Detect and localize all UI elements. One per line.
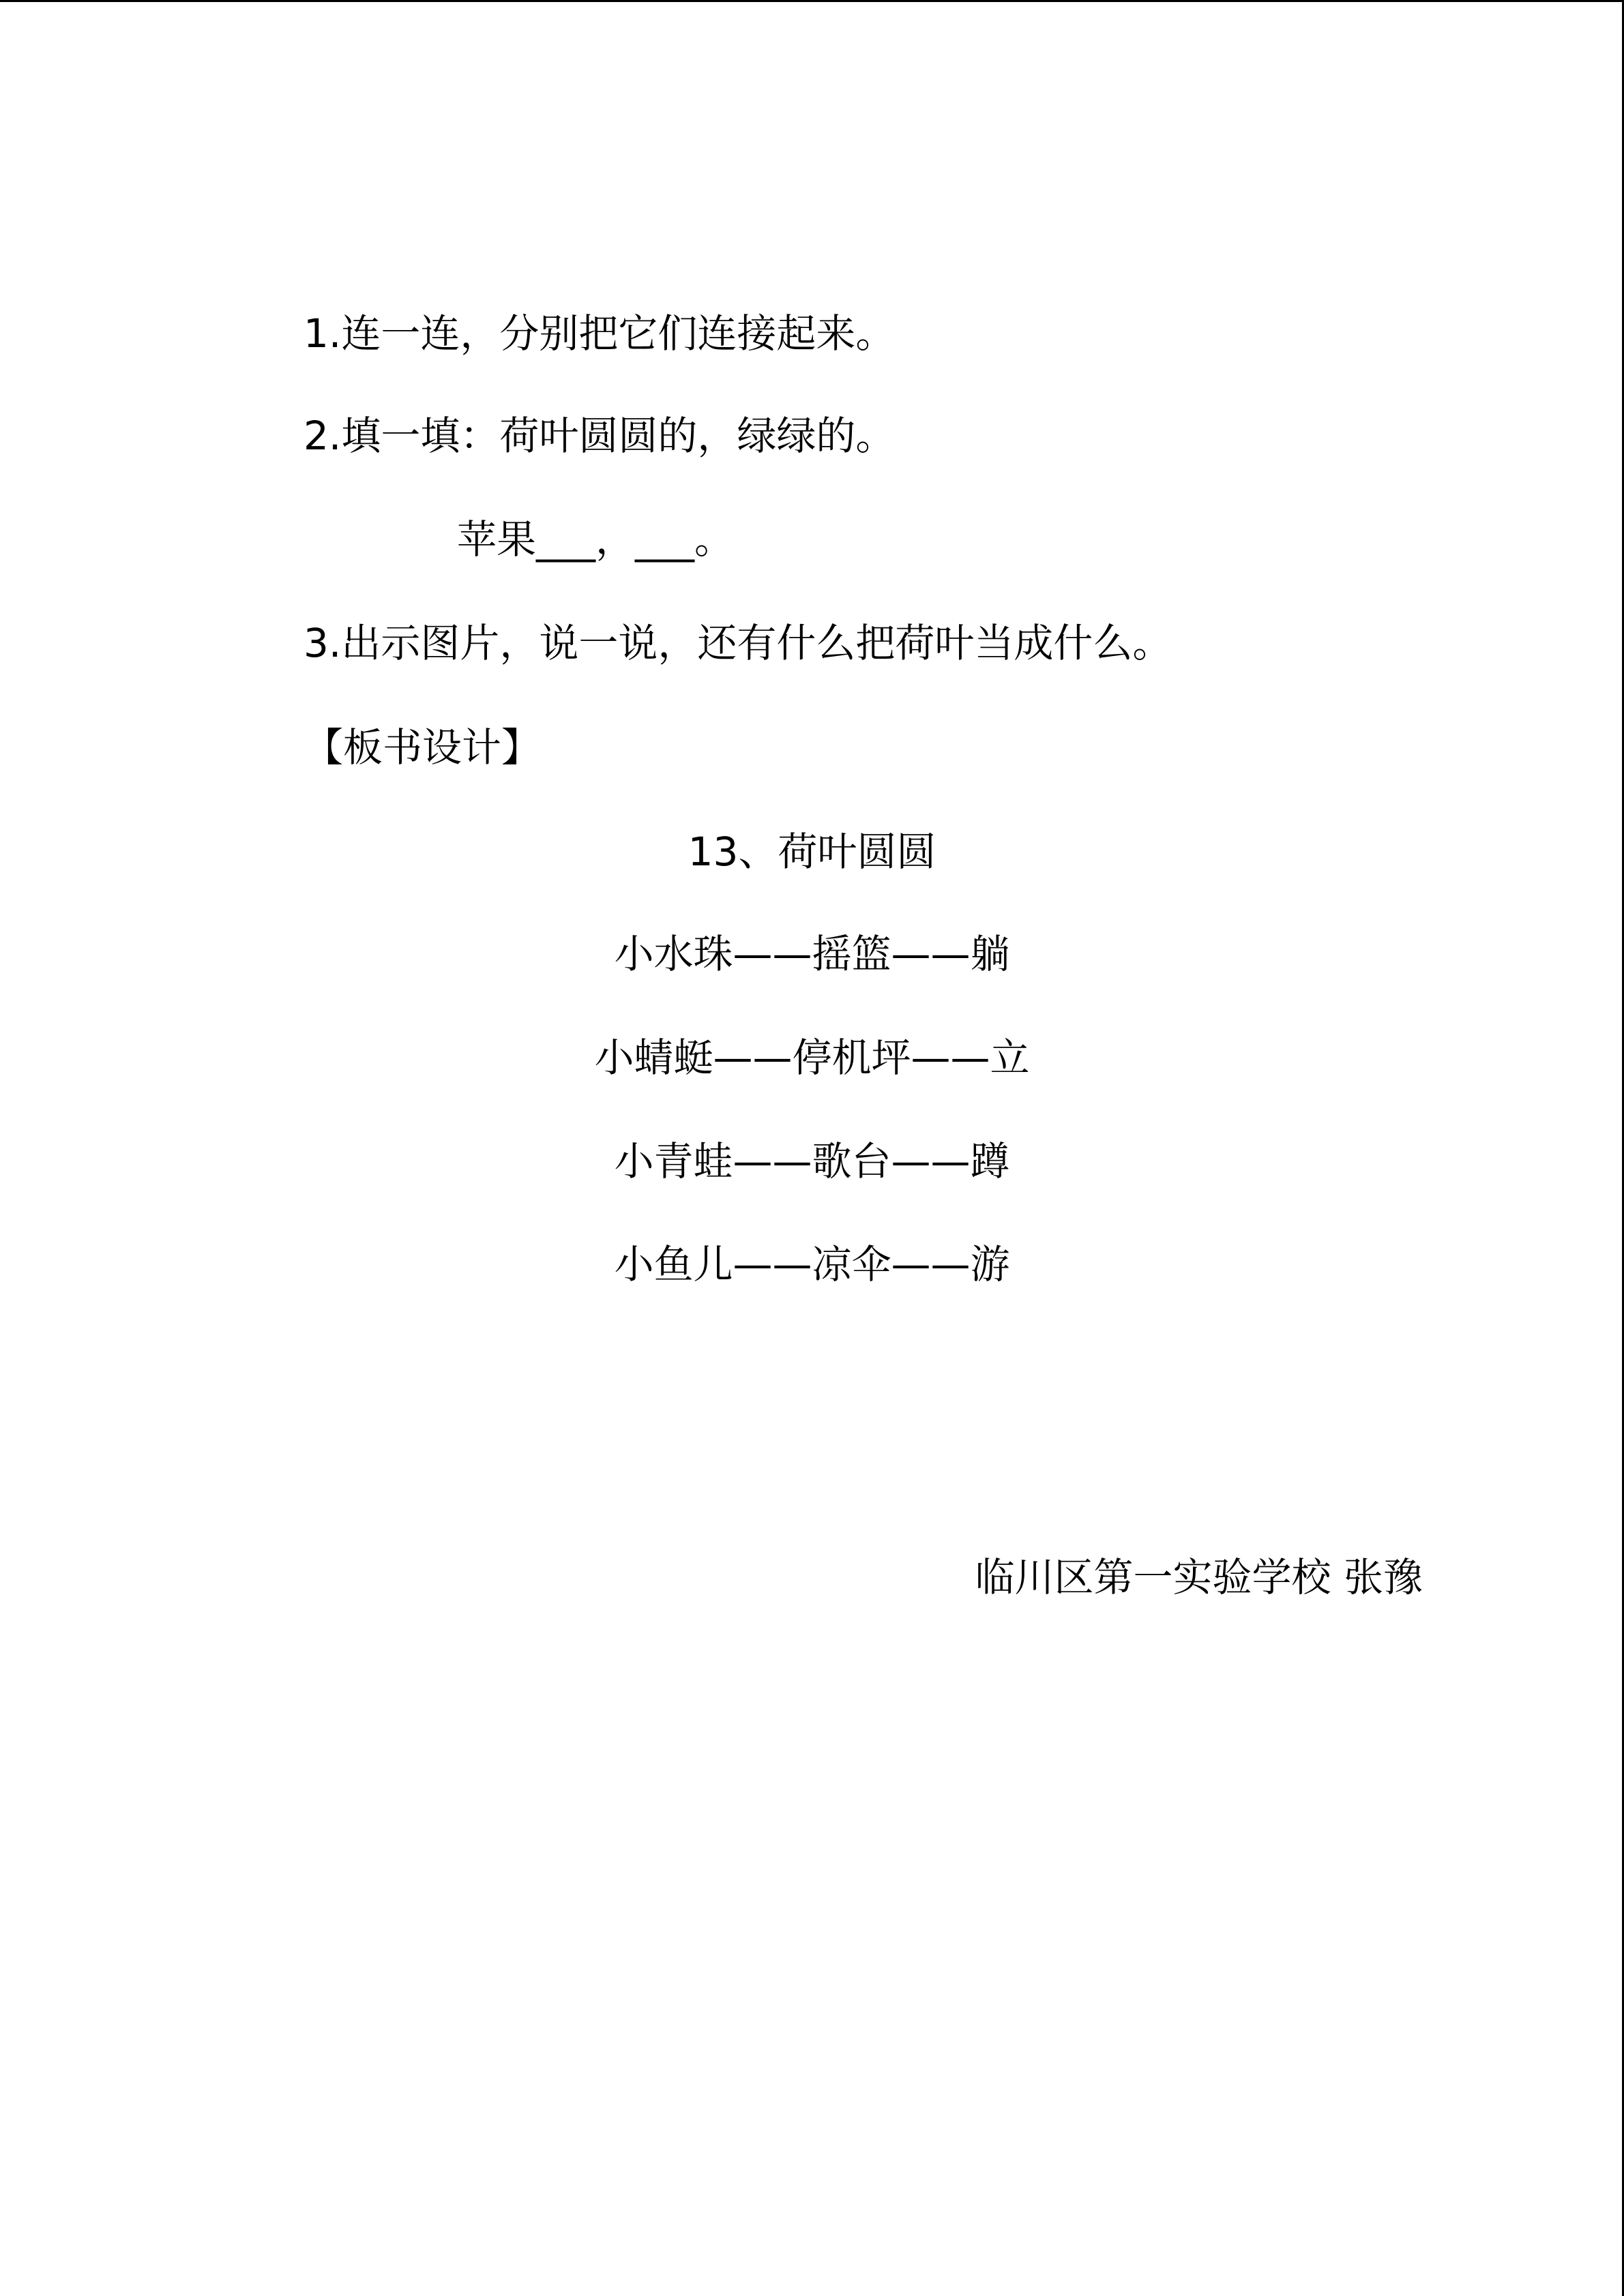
board-row-1: 小水珠——摇篮——躺 [614,931,1010,977]
page-border-top [0,0,1624,2]
board-design-heading: 【板书设计】 [304,724,542,771]
exercise-line-1: 1.连一连，分别把它们连接起来。 [304,310,896,357]
exercise-line-3: 苹果___，___。 [457,516,735,563]
author-signature: 临川区第一实验学校 张豫 [975,1554,1423,1600]
board-title: 13、荷叶圆圆 [688,829,936,875]
board-row-2: 小蜻蜓——停机坪——立 [594,1034,1030,1081]
board-row-3: 小青蛙——歌台——蹲 [614,1138,1010,1184]
board-row-4: 小鱼儿——凉伞——游 [614,1241,1010,1287]
exercise-line-2: 2.填一填：荷叶圆圆的，绿绿的。 [304,413,896,459]
exercise-line-4: 3.出示图片，说一说，还有什么把荷叶当成什么。 [304,620,1172,666]
